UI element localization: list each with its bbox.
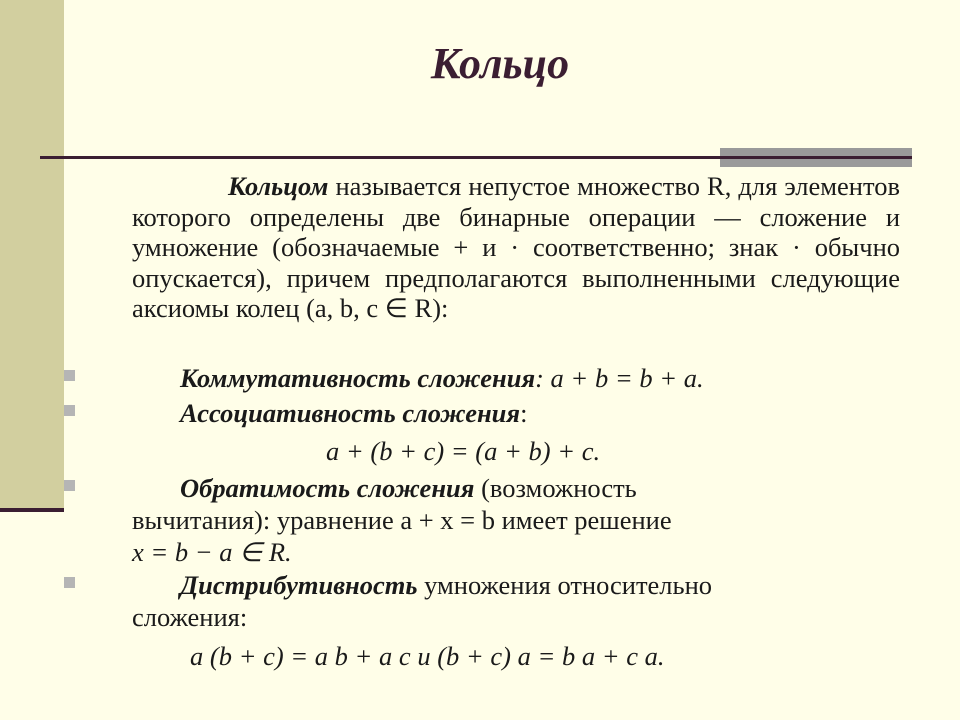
axiom-1-name: Коммутативность сложения	[180, 363, 536, 393]
axiom-1	[180, 363, 704, 394]
bullet-1	[64, 370, 75, 381]
axiom-4-name: Дистрибутивность	[180, 570, 418, 600]
axiom-4-text-1: умножения относительно	[417, 570, 713, 600]
bullet-2	[64, 405, 75, 416]
slide-title: Кольцо	[430, 39, 570, 88]
axiom-2	[180, 398, 527, 429]
definition-text: называется непустое множество R, для элементов которого определены две бинарные операции — сложение и умножение (обозначаемые + и · соответственно; знак · обычно опускается), причем предполагаются выполненными следующие аксиомы колец (a, b, c ∈ R):	[132, 171, 900, 323]
definition-term: Кольцом	[228, 171, 329, 201]
axiom-2-suffix: :	[520, 398, 528, 428]
axiom-2-name: Ассоциативность сложения	[180, 398, 521, 428]
axiom-1-formula: : a + b = b + a.	[535, 363, 704, 393]
accent-bar	[720, 148, 912, 167]
axiom-4-formula: a (b + c) = a b + a c и (b + c) a = b a + c a.	[190, 641, 665, 671]
axiom-4-line-2: сложения:	[132, 602, 248, 632]
axiom-3-name: Обратимость сложения	[180, 473, 475, 503]
axiom-3-line-1	[180, 473, 637, 504]
sidebar-edge	[0, 508, 64, 512]
axiom-4-line-1	[180, 570, 712, 601]
axiom-3-line-3: x = b − a ∈ R.	[132, 537, 292, 567]
axiom-2-formula: a + (b + c) = (a + b) + c.	[326, 436, 601, 466]
axiom-3-text-1: (возможность	[474, 473, 637, 503]
axiom-3-line-2: вычитания): уравнение a + x = b имеет решение	[132, 505, 672, 535]
definition-paragraph	[132, 171, 900, 324]
bullet-4	[64, 577, 75, 588]
bullet-3	[64, 480, 75, 491]
